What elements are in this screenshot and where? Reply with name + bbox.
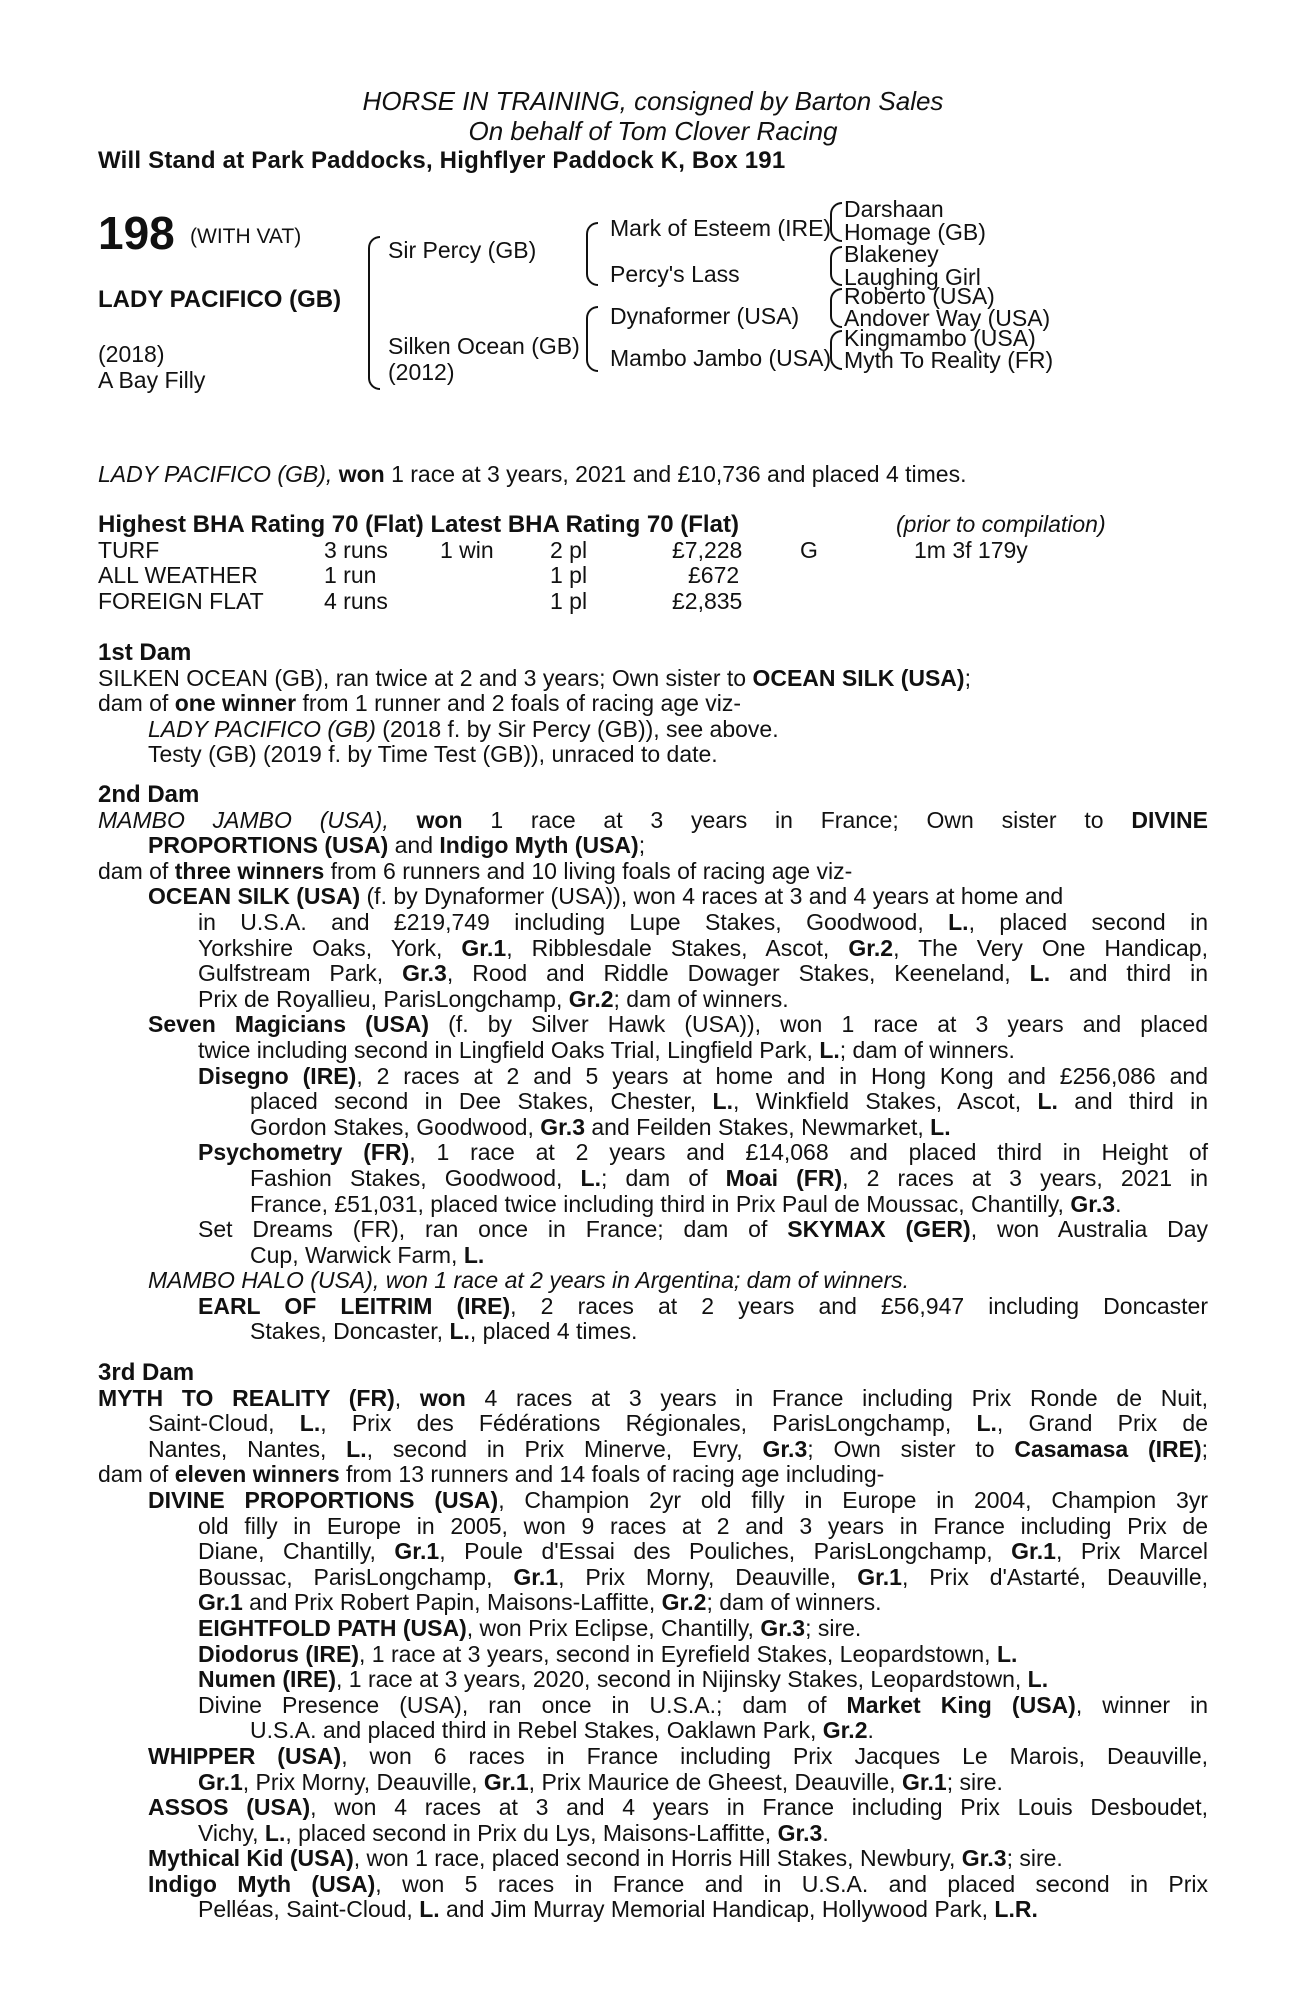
produce-line: U.S.A. and placed third in Rebel Stakes, Oaklawn Park, Gr.2. <box>250 1717 874 1744</box>
bracket-gp2 <box>830 246 842 286</box>
gp-sire-sire-sire: Darshaan <box>844 196 944 222</box>
ratings-row <box>98 538 1208 564</box>
race-summary <box>98 462 1208 488</box>
produce-line: twice including second in Lingfield Oaks Trial, Lingfield Park, L.; dam of winners. <box>198 1036 1015 1063</box>
third-dam-line: Saint-Cloud, L., Prix des Fédérations Régionales, ParisLongchamp, L., Grand Prix de <box>148 1410 1208 1437</box>
produce-line: Stakes, Doncaster, L., placed 4 times. <box>250 1318 638 1345</box>
consignor-line: On behalf of Tom Clover Racing <box>468 116 838 146</box>
dam-name: Silken Ocean (GB) <box>388 333 580 359</box>
produce-line: Gr.1 and Prix Robert Papin, Maisons-Laffitte, Gr.2; dam of winners. <box>198 1589 882 1616</box>
horse-name: LADY PACIFICO (GB) <box>98 286 342 313</box>
ratings-note: (prior to compilation) <box>896 511 1106 537</box>
lot-heading <box>98 86 1208 176</box>
produce-line: in U.S.A. and £219,749 including Lupe Stakes, Goodwood, L., placed second in <box>198 908 1208 935</box>
third-dam-line: Nantes, Nantes, L., second in Prix Minerve, Evry, Gr.3; Own sister to Casamasa (IRE); <box>148 1435 1209 1462</box>
prize: £7,228 <box>672 536 743 563</box>
produce-line: Numen (IRE), 1 race at 3 years, 2020, second in Nijinsky Stakes, Leopardstown, L. <box>198 1666 1049 1693</box>
produce-line: Mythical Kid (USA), won 1 race, placed second in Horris Hill Stakes, Newbury, Gr.3; sire. <box>148 1845 1063 1872</box>
places: 1 pl <box>550 562 588 589</box>
gp-sire-dam-sire: Blakeney <box>844 241 939 267</box>
ratings-row <box>98 563 1208 589</box>
bracket-dam-parents <box>586 306 598 372</box>
prize: £672 <box>688 562 740 589</box>
horse-year: (2018) <box>98 341 165 367</box>
summary-horse-name: LADY PACIFICO (GB), <box>98 461 333 487</box>
first-dam-title: 1st Dam <box>98 639 192 666</box>
second-dam-title: 2nd Dam <box>98 781 200 808</box>
race-type: ALL WEATHER <box>98 562 258 589</box>
distance: 1m 3f 179y <box>914 536 1028 563</box>
sire-dam: Percy's Lass <box>610 261 740 287</box>
produce-line: OCEAN SILK (USA) (f. by Dynaformer (USA)), won 4 races at 3 and 4 years at home and <box>148 883 1064 910</box>
bracket-gp1 <box>830 202 842 242</box>
produce-line: Vichy, L., placed second in Prix du Lys, Maisons-Laffitte, Gr.3. <box>198 1819 829 1846</box>
produce-line: France, £51,031, placed twice including third in Prix Paul de Moussac, Chantilly, Gr.3. <box>250 1190 1122 1217</box>
produce-line: Cup, Warwick Farm, L. <box>250 1241 485 1268</box>
produce-line: placed second in Dee Stakes, Chester, L., Winkfield Stakes, Ascot, L. and third in <box>250 1088 1208 1115</box>
stand-location-line: Will Stand at Park Paddocks, Highflyer Paddock K, Box 191 <box>98 147 786 174</box>
gp-sire-dam-dam: Laughing Girl <box>844 264 981 290</box>
ratings-row <box>98 589 1208 615</box>
prize: £2,835 <box>672 587 743 614</box>
second-dam-line: dam of three winners from 6 runners and 10 living foals of racing age viz- <box>98 857 853 884</box>
consignment-line: HORSE IN TRAINING, consigned by Barton Sales <box>362 86 944 116</box>
bracket-sire-parents <box>586 222 598 286</box>
produce-line: Seven Magicians (USA) (f. by Silver Hawk (USA)), won 1 race at 3 years and placed <box>148 1011 1208 1038</box>
first-dam-line: dam of one winner from 1 runner and 2 foals of racing age viz- <box>98 690 742 717</box>
gp-dam-sire-dam: Andover Way (USA) <box>844 305 1051 331</box>
produce-line: Diodorus (IRE), 1 race at 3 years, second in Eyrefield Stakes, Leopardstown, L. <box>198 1640 1018 1667</box>
produce-line: Gr.1, Prix Morny, Deauville, Gr.1, Prix Maurice de Gheest, Deauville, Gr.1; sire. <box>198 1768 1003 1795</box>
produce-line: Boussac, ParisLongchamp, Gr.1, Prix Morny, Deauville, Gr.1, Prix d'Astarté, Deauville, <box>198 1563 1208 1590</box>
produce-line: Prix de Royallieu, ParisLongchamp, Gr.2; dam of winners. <box>198 985 789 1012</box>
third-dam-section <box>98 1360 1208 1923</box>
second-dam-line: MAMBO JAMBO (USA), won 1 race at 3 years in France; Own sister to DIVINE <box>98 806 1209 833</box>
ratings-block <box>98 512 1208 614</box>
sire-name: Sir Percy (GB) <box>388 237 537 263</box>
produce-line: Divine Presence (USA), ran once in U.S.A.; dam of Market King (USA), winner in <box>198 1691 1209 1718</box>
places: 2 pl <box>550 536 588 563</box>
pedigree-table <box>98 196 1208 430</box>
first-dam-section <box>98 640 1208 768</box>
produce-line: LADY PACIFICO (GB) (2018 f. by Sir Percy (GB)), see above. <box>148 715 779 742</box>
produce-line: Gordon Stakes, Goodwood, Gr.3 and Feilden Stakes, Newmarket, L. <box>250 1113 951 1140</box>
produce-line: WHIPPER (USA), won 6 races in France including Prix Jacques Le Marois, Deauville, <box>148 1742 1208 1769</box>
summary-text: 1 race at 3 years, 2021 and £10,736 and placed 4 times. <box>391 461 967 487</box>
dam-year: (2012) <box>388 359 455 385</box>
third-dam-line: MYTH TO REALITY (FR), won 4 races at 3 years in France including Prix Ronde de Nuit, <box>98 1384 1208 1411</box>
produce-line: old filly in Europe in 2005, won 9 races at 2 and 3 years in France including Prix de <box>198 1512 1208 1539</box>
runs: 3 runs <box>324 536 388 563</box>
dam-dam: Mambo Jambo (USA) <box>610 345 832 371</box>
produce-line: MAMBO HALO (USA), won 1 race at 2 years in Argentina; dam of winners. <box>148 1267 909 1294</box>
produce-line: Yorkshire Oaks, York, Gr.1, Ribblesdale Stakes, Ascot, Gr.2, The Very One Handicap, <box>198 934 1208 961</box>
produce-line: Indigo Myth (USA), won 5 races in France and in U.S.A. and placed second in Prix <box>148 1870 1208 1897</box>
bracket-gp4 <box>830 330 842 370</box>
produce-line: Gulfstream Park, Gr.3, Rood and Riddle Dowager Stakes, Keeneland, L. and third in <box>198 960 1208 987</box>
wins: 1 win <box>440 536 494 563</box>
produce-line: Testy (GB) (2019 f. by Time Test (GB)), unraced to date. <box>148 741 718 768</box>
produce-line: Psychometry (FR), 1 race at 2 years and £14,068 and placed third in Height of <box>198 1139 1209 1166</box>
produce-line: EARL OF LEITRIM (IRE), 2 races at 2 years and £56,947 including Doncaster <box>198 1292 1209 1319</box>
runs: 4 runs <box>324 587 388 614</box>
second-dam-line: PROPORTIONS (USA) and Indigo Myth (USA); <box>148 832 646 859</box>
gp-dam-sire-sire: Roberto (USA) <box>844 283 995 309</box>
bracket-parents <box>368 236 380 390</box>
second-dam-section <box>98 782 1208 1345</box>
sire-sire: Mark of Esteem (IRE) <box>610 215 832 241</box>
produce-line: ASSOS (USA), won 4 races at 3 and 4 years in France including Prix Louis Desboudet, <box>148 1794 1208 1821</box>
places: 1 pl <box>550 587 588 614</box>
lot-number: 198 <box>98 207 175 259</box>
produce-line: Pelléas, Saint-Cloud, L. and Jim Murray Memorial Handicap, Hollywood Park, L.R. <box>198 1896 1038 1923</box>
produce-line: Fashion Stakes, Goodwood, L.; dam of Moai (FR), 2 races at 3 years, 2021 in <box>250 1164 1208 1191</box>
vat-note: (WITH VAT) <box>190 225 302 248</box>
gp-dam-dam-dam: Myth To Reality (FR) <box>844 347 1054 373</box>
dam-sire: Dynaformer (USA) <box>610 303 800 329</box>
produce-line: Set Dreams (FR), ran once in France; dam of SKYMAX (GER), won Australia Day <box>198 1216 1209 1243</box>
produce-line: Disegno (IRE), 2 races at 2 and 5 years at home and in Hong Kong and £256,086 and <box>198 1062 1209 1089</box>
third-dam-title: 3rd Dam <box>98 1359 195 1386</box>
runs: 1 run <box>324 562 377 589</box>
ratings-title: Highest BHA Rating 70 (Flat) Latest BHA Rating 70 (Flat) <box>98 511 739 538</box>
gp-sire-sire-dam: Homage (GB) <box>844 219 986 245</box>
race-type: TURF <box>98 536 160 563</box>
bracket-gp3 <box>830 288 842 328</box>
produce-line: EIGHTFOLD PATH (USA), won Prix Eclipse, Chantilly, Gr.3; sire. <box>198 1614 862 1641</box>
horse-description: A Bay Filly <box>98 367 206 393</box>
third-dam-line: dam of eleven winners from 13 runners and 14 foals of racing age including- <box>98 1461 885 1488</box>
first-dam-line: SILKEN OCEAN (GB), ran twice at 2 and 3 years; Own sister to OCEAN SILK (USA); <box>98 664 971 691</box>
summary-won: won <box>338 461 385 487</box>
race-type: FOREIGN FLAT <box>98 587 264 614</box>
gp-dam-dam-sire: Kingmambo (USA) <box>844 325 1036 351</box>
going: G <box>800 536 818 563</box>
produce-line: Diane, Chantilly, Gr.1, Poule d'Essai des Pouliches, ParisLongchamp, Gr.1, Prix Marcel <box>198 1538 1208 1565</box>
produce-line: DIVINE PROPORTIONS (USA), Champion 2yr old filly in Europe in 2004, Champion 3yr <box>148 1486 1208 1513</box>
